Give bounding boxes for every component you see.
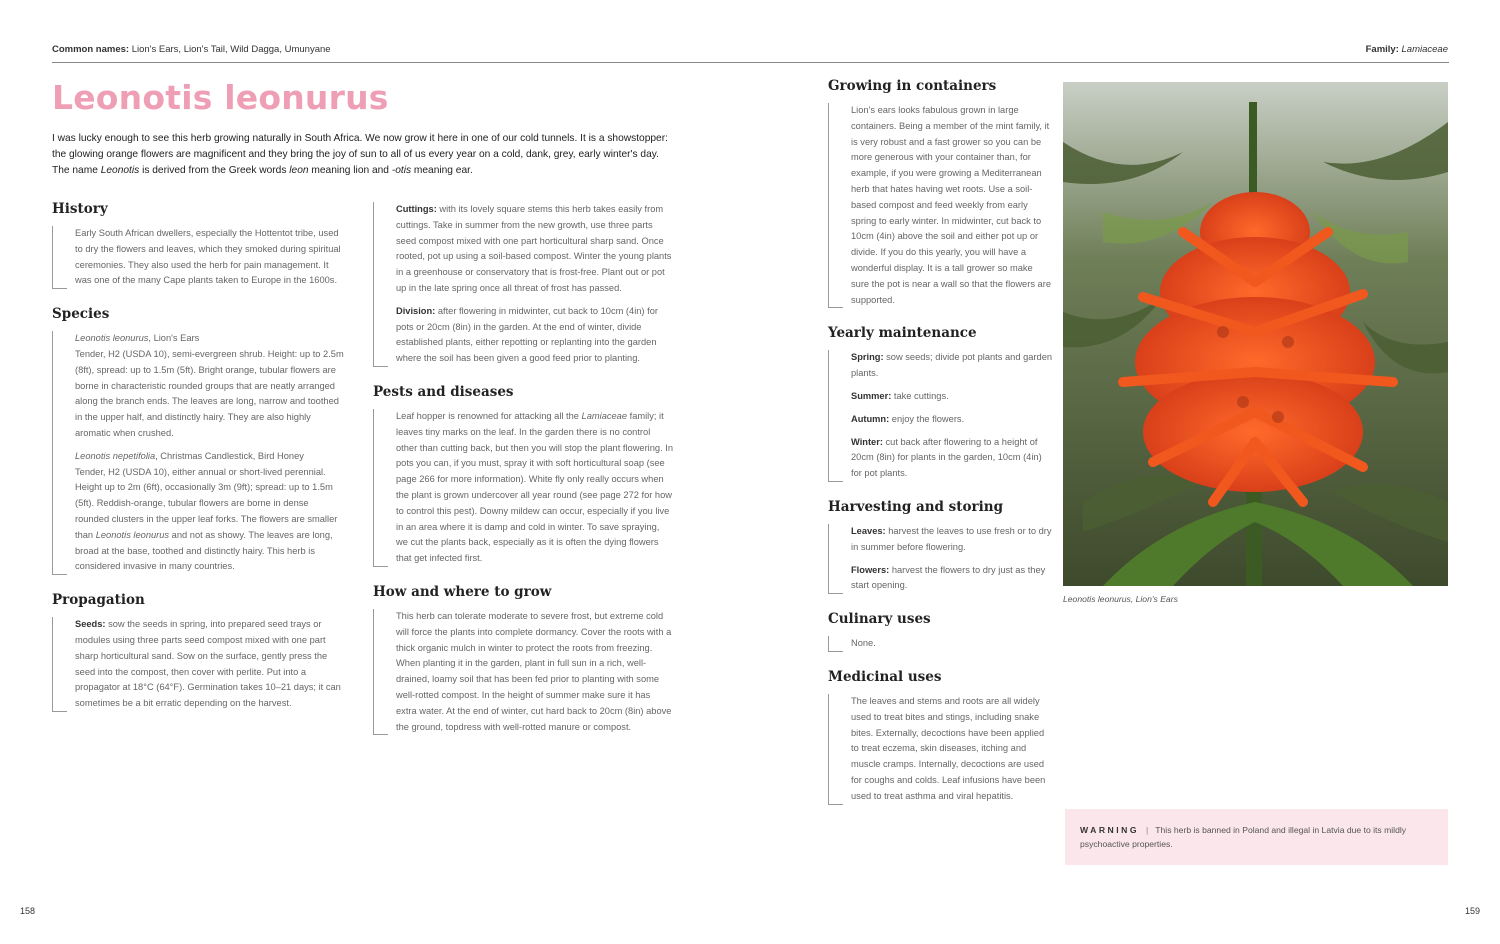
maintenance-spring: [851, 350, 1053, 382]
propagation-heading: Propagation: [52, 592, 145, 609]
propagation-seeds-block: [52, 617, 345, 712]
autumn-label: Autumn:: [851, 413, 890, 424]
propagation-cuttings: [396, 202, 673, 297]
maintenance-autumn: [851, 412, 1053, 428]
page-number-left: 158: [20, 906, 36, 916]
containers-text: Lion's ears looks fabulous grown in large containers. Being a member of the mint family, it is very robust and a fast grower so you can be more generous with your container than, for example, if you were growing a Mediterranean herb that hates having wet roots. Use a soil-based compost and feed weekly from early spring to early winter. In midwinter, cut back to 10cm (4in) above the soil and either pot up or divide. If you do this yearly, you will have a wonderful display. It is a tall grower so make sure the pot is near a wall so that the flowers are supported.: [851, 105, 1051, 305]
section-harvesting: [828, 498, 1053, 594]
plant-photo: [1063, 82, 1448, 586]
common-names-label: Common names:: [52, 44, 130, 55]
common-names: Lion's Ears, Lion's Tail, Wild Dagga, Umunyane: [131, 44, 331, 55]
pests-text: [396, 409, 673, 567]
summer-text: take cuttings.: [891, 390, 949, 401]
intro-italic-leonotis: Leonotis: [100, 164, 140, 176]
history-heading: History: [52, 201, 108, 217]
section-propagation: [52, 591, 345, 712]
maintenance-summer: [851, 389, 1053, 405]
autumn-text: enjoy the flowers.: [889, 413, 965, 424]
warning-separator: |: [1146, 825, 1149, 835]
species-heading: Species: [52, 306, 110, 323]
grow-block: [373, 609, 673, 735]
section-grow: [373, 583, 673, 735]
column-3: [828, 77, 1053, 821]
harvesting-leaves: [851, 524, 1053, 556]
leonotis-flower-illustration: [1063, 82, 1448, 586]
species-block: [52, 331, 345, 575]
photo-caption: Leonotis leonurus, Lion's Ears: [1063, 594, 1178, 604]
header-divider: [52, 62, 1449, 63]
maintenance-winter: [851, 435, 1053, 482]
division-text: after flowering in midwinter, cut back to 10cm (4in) for pots or 20cm (8in) in the garden. At the end of winter, divide established plants, either repotting or replanting into the garden where the soil has been given a good feed prior to planting.: [396, 305, 658, 364]
species-name: Leonotis nepetifolia: [75, 450, 156, 461]
containers-block: [828, 103, 1053, 308]
running-header-left: [52, 44, 331, 55]
history-block: [52, 226, 345, 289]
section-maintenance: [828, 324, 1053, 482]
grow-text: This herb can tolerate moderate to severe frost, but extreme cold will force the plants into complete dormancy. Cover the roots with a thick organic mulch in winter to protect the roots from freezing. When planting it in the garden, plant in full sun in a rich, well-drained, loamy soil that has been fed prior to planting with some well-rotted compost. In the height of summer make sure it has extra water. At the end of winter, cut hard back to 20cm (8in) above the ground, topdress with well-rotted manure or compost.: [396, 610, 672, 732]
section-pests: [373, 383, 673, 567]
culinary-block: [828, 636, 1053, 652]
warning-box: [1065, 809, 1448, 865]
intro-text: meaning ear.: [411, 164, 473, 176]
warning-text: This herb is banned in Poland and illegal in Latvia due to its mildly psychoactive properties.: [1080, 825, 1407, 849]
column-1: [52, 200, 345, 728]
section-species: [52, 305, 345, 575]
page-title: Leonotis leonurus: [52, 78, 389, 117]
propagation-seeds: [75, 617, 345, 712]
cuttings-text: with its lovely square stems this herb takes easily from cuttings. Take in summer from the new growth, use three parts seed compost mixed with one part horticultural sharp sand. Once rooted, pot up using a soil-based compost. Winter the young plants in a greenhouse or conservatory that is frost-free. Plant out or pot up in the late spring once all threat of frost has passed.: [396, 204, 672, 293]
pests-text-part: family; it leaves tiny marks on the leaf. In the garden there is no control other than cutting back, but then you will stop the plant flowering. In pots you can, if you must, spray it with soft horticultural soap (see page 266 for more information). White fly only really occurs when the plant is grown undercover all year round (see page 272 for how to control this pest). Downy mildew can occur, especially if you live in an area where it is damp and cold in winter. To save spraying, we cut the plants back, especially as it is often the dying flowers that get infected first.: [396, 410, 674, 564]
intro-text: I was lucky enough to see this herb growing naturally in South Africa. We now grow it here in one of our cold tunnels. It is a showstopper: the glowing orange flowers are magnificent and they bring the joy of sun to all of us every year on a cold, dank, grey, early winter's day. The name: [52, 133, 668, 176]
leaves-label: Leaves:: [851, 525, 886, 536]
section-culinary: [828, 610, 1053, 652]
intro-italic-leon: leon: [289, 164, 309, 176]
family-name: Lamiaceae: [1401, 44, 1448, 55]
medicinal-block: [828, 694, 1053, 805]
containers-heading: Growing in containers: [828, 78, 997, 94]
maintenance-block: [828, 350, 1053, 482]
leaves-text: harvest the leaves to use fresh or to dry in summer before flowering.: [851, 525, 1052, 552]
medicinal-text: The leaves and stems and roots are all widely used to treat bites and stings, including snake bites. Externally, decoctions have been applied to treat eczema, skin diseases, itching and muscle cramps. Internally, decoctions are used for coughs and colds. Leaf infusions have been used to treat asthma and viral hepatitis.: [851, 695, 1046, 801]
species-name: Leonotis leonurus: [75, 333, 149, 344]
intro-text: meaning lion and: [308, 164, 392, 176]
running-header-right: [1366, 44, 1448, 55]
history-text: Early South African dwellers, especially the Hottentot tribe, used to dry the flowers and leaves, which they smoked during spiritual ceremonies. They also used the herb for pain management. It was one of the many Cape plants taken to Europe in the 1600s.: [75, 228, 341, 286]
culinary-text: None.: [851, 638, 876, 649]
intro-italic-otis: -otis: [391, 164, 412, 176]
species-description: Tender, H2 (USDA 10), semi-evergreen shrub. Height: up to 2.5m (8ft), spread: up to 1.5m (5ft). Bright orange, tubular flowers are borne in characteristic rounded groups that are neatly arranged along the branch ends. The leaves are long, narrow and toothed in the upper half, and distinctly hairy. They are also highly aromatic when crushed.: [75, 348, 344, 438]
winter-label: Winter:: [851, 436, 883, 447]
species-description: and not as showy. The leaves are long, broad at the base, toothed and distinctly hairy. This herb is considered invasive in many countries.: [75, 529, 333, 572]
seeds-label: Seeds:: [75, 619, 106, 630]
harvesting-block: [828, 524, 1053, 594]
warning-label: WARNING: [1080, 825, 1140, 835]
summer-label: Summer:: [851, 390, 892, 401]
division-label: Division:: [396, 305, 436, 316]
species-leonurus: [75, 331, 345, 442]
grow-heading: How and where to grow: [373, 583, 552, 600]
propagation-division: [396, 304, 673, 367]
flowers-text: harvest the flowers to dry just as they start opening.: [851, 564, 1046, 591]
harvesting-heading: Harvesting and storing: [828, 498, 1004, 515]
flowers-label: Flowers:: [851, 564, 890, 575]
winter-text: cut back after flowering to a height of 20cm (8in) for plants in the garden, 10cm (4in) for pot plants.: [851, 436, 1042, 479]
pests-block: [373, 409, 673, 567]
intro-paragraph: [52, 131, 677, 178]
section-history: [52, 200, 345, 289]
pests-italic: Lamiaceae: [581, 410, 628, 421]
maintenance-heading: Yearly maintenance: [828, 325, 977, 342]
section-medicinal: [828, 668, 1053, 805]
section-propagation-cont: [373, 202, 673, 367]
spring-label: Spring:: [851, 352, 884, 363]
cuttings-label: Cuttings:: [396, 204, 437, 214]
species-description: Tender, H2 (USDA 10), either annual or short-lived perennial. Height up to 2m (6ft), occasionally 3m (9ft); spread: up to 1.5m (5ft). Reddish-orange, tubular flowers are borne in dense rounded clusters in the upper leaf forks. The flowers are smaller than: [75, 466, 338, 540]
column-2: [373, 202, 673, 751]
intro-text: is derived from the Greek words: [139, 164, 290, 176]
species-common-name: , Lion's Ears: [148, 333, 200, 344]
spring-text: sow seeds; divide pot plants and garden plants.: [851, 352, 1053, 379]
pests-heading: Pests and diseases: [373, 383, 514, 400]
culinary-heading: Culinary uses: [828, 611, 931, 628]
propagation-cont-block: [373, 202, 673, 367]
harvesting-flowers: [851, 563, 1053, 595]
species-nepetifolia: [75, 449, 345, 575]
species-italic: Leonotis leonurus: [95, 529, 170, 540]
seeds-text: sow the seeds in spring, into prepared seed trays or modules using three parts seed compost mixed with one part sharp horticultural sand. Sow on the surface, gently press the seed into the compost, then cover with perlite. Put into a propagator at 18°C (64°F). Germination takes 10–21 days; it can sometimes be a bit erratic depending on the harvest.: [75, 619, 341, 709]
section-containers: [828, 77, 1053, 308]
page-number-right: 159: [1464, 906, 1480, 916]
species-common-name: , Christmas Candlestick, Bird Honey: [155, 450, 304, 461]
family-label: Family:: [1365, 44, 1399, 55]
medicinal-heading: Medicinal uses: [828, 668, 942, 685]
pests-text-part: Leaf hopper is renowned for attacking all the: [396, 410, 582, 421]
